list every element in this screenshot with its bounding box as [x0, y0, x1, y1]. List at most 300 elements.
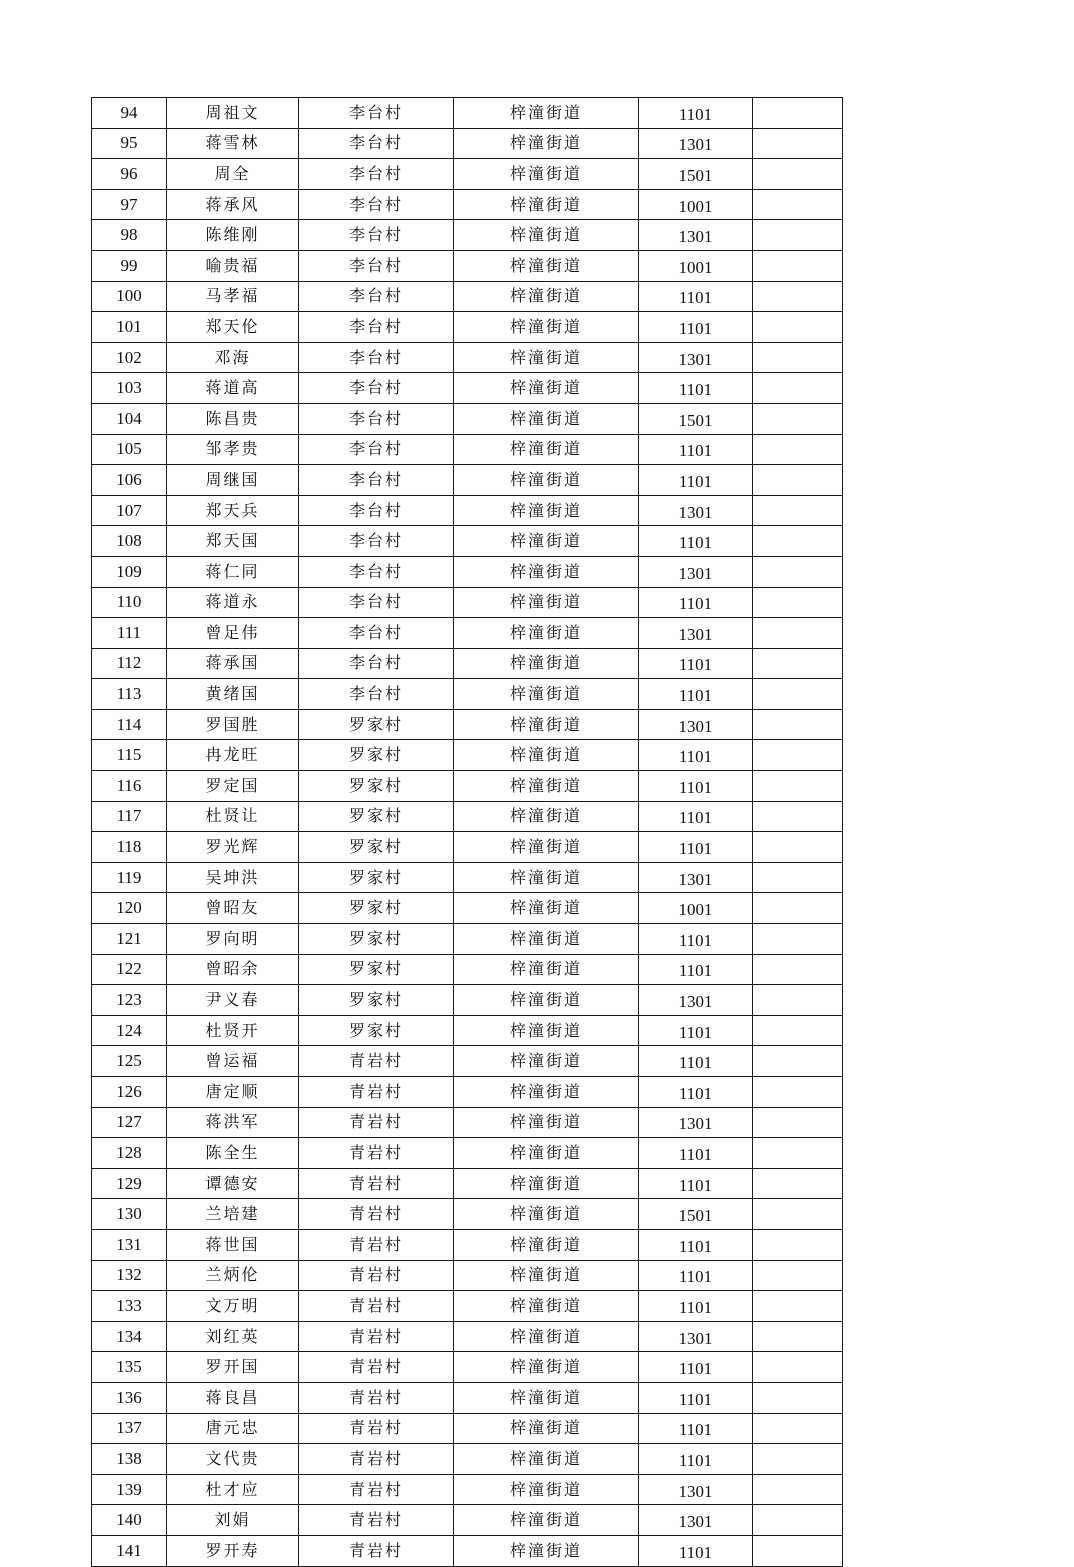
cell-note [753, 832, 843, 863]
table-row [92, 1260, 843, 1291]
cell-street: 梓潼街道 [454, 771, 639, 802]
table-row [92, 679, 843, 710]
cell-name: 陈昌贵 [167, 403, 299, 434]
table-row [92, 1199, 843, 1230]
cell-village: 罗家村 [299, 771, 454, 802]
cell-village: 李台村 [299, 434, 454, 465]
cell-name: 杜才应 [167, 1474, 299, 1505]
cell-name: 冉龙旺 [167, 740, 299, 771]
cell-code: 1301 [639, 495, 753, 526]
cell-note [753, 1199, 843, 1230]
table-row [92, 1474, 843, 1505]
cell-code: 1101 [639, 954, 753, 985]
cell-code: 1301 [639, 128, 753, 159]
cell-village: 李台村 [299, 679, 454, 710]
cell-village: 青岩村 [299, 1321, 454, 1352]
table-row [92, 1015, 843, 1046]
cell-note [753, 893, 843, 924]
cell-street: 梓潼街道 [454, 128, 639, 159]
table-row [92, 1352, 843, 1383]
cell-code: 1101 [639, 1352, 753, 1383]
cell-code: 1501 [639, 403, 753, 434]
cell-code: 1101 [639, 1382, 753, 1413]
table-row [92, 618, 843, 649]
table-row [92, 1046, 843, 1077]
cell-village: 李台村 [299, 189, 454, 220]
cell-code: 1501 [639, 159, 753, 190]
cell-village: 李台村 [299, 465, 454, 496]
cell-note [753, 1352, 843, 1383]
cell-village: 罗家村 [299, 893, 454, 924]
cell-street: 梓潼街道 [454, 648, 639, 679]
cell-code: 1101 [639, 801, 753, 832]
cell-note [753, 1229, 843, 1260]
cell-village: 李台村 [299, 373, 454, 404]
cell-street: 梓潼街道 [454, 1505, 639, 1536]
cell-name: 兰培建 [167, 1199, 299, 1230]
cell-note [753, 403, 843, 434]
cell-code: 1101 [639, 1138, 753, 1169]
cell-serial-number: 136 [92, 1382, 167, 1413]
cell-serial-number: 115 [92, 740, 167, 771]
table-row [92, 220, 843, 251]
cell-code: 1101 [639, 465, 753, 496]
cell-serial-number: 94 [92, 98, 167, 129]
cell-note [753, 1015, 843, 1046]
cell-note [753, 373, 843, 404]
cell-note [753, 1505, 843, 1536]
cell-serial-number: 138 [92, 1444, 167, 1475]
cell-village: 罗家村 [299, 740, 454, 771]
cell-name: 唐元忠 [167, 1413, 299, 1444]
cell-serial-number: 114 [92, 709, 167, 740]
cell-name: 唐定顺 [167, 1077, 299, 1108]
cell-village: 青岩村 [299, 1291, 454, 1322]
cell-code: 1101 [639, 1444, 753, 1475]
cell-name: 蒋仁同 [167, 556, 299, 587]
table-row [92, 740, 843, 771]
cell-code: 1101 [639, 648, 753, 679]
cell-serial-number: 116 [92, 771, 167, 802]
cell-code: 1101 [639, 771, 753, 802]
cell-note [753, 771, 843, 802]
cell-note [753, 1260, 843, 1291]
cell-village: 罗家村 [299, 709, 454, 740]
cell-serial-number: 120 [92, 893, 167, 924]
cell-code: 1101 [639, 1168, 753, 1199]
cell-code: 1301 [639, 985, 753, 1016]
table-row [92, 434, 843, 465]
cell-street: 梓潼街道 [454, 373, 639, 404]
cell-note [753, 189, 843, 220]
cell-name: 罗光辉 [167, 832, 299, 863]
cell-name: 邓海 [167, 342, 299, 373]
cell-code: 1101 [639, 526, 753, 557]
cell-street: 梓潼街道 [454, 312, 639, 343]
cell-street: 梓潼街道 [454, 740, 639, 771]
cell-note [753, 1413, 843, 1444]
table-row [92, 159, 843, 190]
cell-note [753, 526, 843, 557]
cell-village: 青岩村 [299, 1382, 454, 1413]
cell-code: 1101 [639, 679, 753, 710]
cell-village: 青岩村 [299, 1107, 454, 1138]
cell-note [753, 1138, 843, 1169]
cell-village: 李台村 [299, 220, 454, 251]
cell-serial-number: 139 [92, 1474, 167, 1505]
cell-code: 1301 [639, 1107, 753, 1138]
cell-street: 梓潼街道 [454, 832, 639, 863]
cell-note [753, 1474, 843, 1505]
cell-village: 青岩村 [299, 1168, 454, 1199]
cell-street: 梓潼街道 [454, 801, 639, 832]
cell-code: 1301 [639, 220, 753, 251]
cell-village: 李台村 [299, 526, 454, 557]
cell-code: 1101 [639, 1077, 753, 1108]
table-row [92, 985, 843, 1016]
cell-note [753, 312, 843, 343]
cell-name: 蒋洪军 [167, 1107, 299, 1138]
cell-note [753, 342, 843, 373]
cell-note [753, 924, 843, 955]
cell-serial-number: 110 [92, 587, 167, 618]
cell-serial-number: 107 [92, 495, 167, 526]
table-row [92, 1382, 843, 1413]
cell-note [753, 587, 843, 618]
cell-serial-number: 117 [92, 801, 167, 832]
cell-village: 李台村 [299, 403, 454, 434]
table-row [92, 342, 843, 373]
cell-street: 梓潼街道 [454, 1138, 639, 1169]
cell-name: 周祖文 [167, 98, 299, 129]
cell-street: 梓潼街道 [454, 1077, 639, 1108]
table-row [92, 98, 843, 129]
cell-serial-number: 99 [92, 250, 167, 281]
cell-serial-number: 105 [92, 434, 167, 465]
cell-serial-number: 95 [92, 128, 167, 159]
cell-note [753, 1321, 843, 1352]
cell-village: 李台村 [299, 587, 454, 618]
cell-code: 1101 [639, 832, 753, 863]
cell-code: 1301 [639, 1474, 753, 1505]
cell-name: 罗开寿 [167, 1535, 299, 1566]
table-row [92, 832, 843, 863]
cell-serial-number: 104 [92, 403, 167, 434]
table-row [92, 1505, 843, 1536]
cell-serial-number: 129 [92, 1168, 167, 1199]
cell-street: 梓潼街道 [454, 1413, 639, 1444]
cell-village: 李台村 [299, 618, 454, 649]
cell-street: 梓潼街道 [454, 403, 639, 434]
cell-code: 1101 [639, 1413, 753, 1444]
cell-street: 梓潼街道 [454, 250, 639, 281]
cell-street: 梓潼街道 [454, 1046, 639, 1077]
cell-name: 谭德安 [167, 1168, 299, 1199]
cell-village: 罗家村 [299, 862, 454, 893]
cell-street: 梓潼街道 [454, 1291, 639, 1322]
table-row [92, 801, 843, 832]
cell-code: 1101 [639, 281, 753, 312]
cell-serial-number: 97 [92, 189, 167, 220]
cell-note [753, 556, 843, 587]
table-row [92, 1107, 843, 1138]
table-row [92, 1444, 843, 1475]
cell-village: 青岩村 [299, 1046, 454, 1077]
cell-serial-number: 141 [92, 1535, 167, 1566]
cell-note [753, 1382, 843, 1413]
cell-village: 青岩村 [299, 1535, 454, 1566]
cell-name: 曾运福 [167, 1046, 299, 1077]
cell-name: 尹义春 [167, 985, 299, 1016]
cell-note [753, 618, 843, 649]
cell-serial-number: 118 [92, 832, 167, 863]
cell-street: 梓潼街道 [454, 465, 639, 496]
table-row [92, 281, 843, 312]
cell-village: 李台村 [299, 98, 454, 129]
cell-name: 邹孝贵 [167, 434, 299, 465]
cell-note [753, 1077, 843, 1108]
cell-code: 1101 [639, 312, 753, 343]
cell-note [753, 709, 843, 740]
cell-code: 1101 [639, 587, 753, 618]
cell-note [753, 1535, 843, 1566]
cell-name: 杜贤开 [167, 1015, 299, 1046]
cell-serial-number: 112 [92, 648, 167, 679]
table-row [92, 1321, 843, 1352]
cell-note [753, 1046, 843, 1077]
table-row [92, 648, 843, 679]
cell-village: 李台村 [299, 556, 454, 587]
cell-name: 郑天伦 [167, 312, 299, 343]
cell-name: 黄绪国 [167, 679, 299, 710]
cell-serial-number: 137 [92, 1413, 167, 1444]
table-row [92, 954, 843, 985]
cell-street: 梓潼街道 [454, 893, 639, 924]
cell-name: 喻贵福 [167, 250, 299, 281]
cell-serial-number: 113 [92, 679, 167, 710]
cell-serial-number: 128 [92, 1138, 167, 1169]
cell-village: 青岩村 [299, 1199, 454, 1230]
cell-note [753, 648, 843, 679]
cell-village: 青岩村 [299, 1077, 454, 1108]
cell-street: 梓潼街道 [454, 1474, 639, 1505]
cell-name: 周全 [167, 159, 299, 190]
cell-code: 1101 [639, 1535, 753, 1566]
cell-name: 罗向明 [167, 924, 299, 955]
cell-name: 蒋道高 [167, 373, 299, 404]
cell-street: 梓潼街道 [454, 1535, 639, 1566]
cell-serial-number: 100 [92, 281, 167, 312]
table-row [92, 189, 843, 220]
cell-name: 蒋良昌 [167, 1382, 299, 1413]
cell-village: 青岩村 [299, 1505, 454, 1536]
cell-name: 周继国 [167, 465, 299, 496]
cell-serial-number: 111 [92, 618, 167, 649]
table-row [92, 526, 843, 557]
cell-street: 梓潼街道 [454, 587, 639, 618]
cell-street: 梓潼街道 [454, 342, 639, 373]
table-row [92, 893, 843, 924]
cell-village: 李台村 [299, 342, 454, 373]
cell-note [753, 128, 843, 159]
cell-street: 梓潼街道 [454, 618, 639, 649]
cell-village: 罗家村 [299, 801, 454, 832]
cell-serial-number: 127 [92, 1107, 167, 1138]
cell-name: 蒋雪林 [167, 128, 299, 159]
cell-note [753, 495, 843, 526]
cell-village: 罗家村 [299, 954, 454, 985]
cell-note [753, 281, 843, 312]
cell-code: 1301 [639, 342, 753, 373]
table-row [92, 1291, 843, 1322]
cell-name: 蒋世国 [167, 1229, 299, 1260]
cell-village: 青岩村 [299, 1444, 454, 1475]
cell-name: 刘娟 [167, 1505, 299, 1536]
table-row [92, 587, 843, 618]
cell-note [753, 220, 843, 251]
cell-village: 罗家村 [299, 924, 454, 955]
cell-note [753, 740, 843, 771]
cell-serial-number: 135 [92, 1352, 167, 1383]
cell-serial-number: 122 [92, 954, 167, 985]
table-row [92, 1535, 843, 1566]
cell-name: 蒋道永 [167, 587, 299, 618]
cell-serial-number: 130 [92, 1199, 167, 1230]
cell-code: 1101 [639, 1046, 753, 1077]
cell-serial-number: 98 [92, 220, 167, 251]
table-row [92, 403, 843, 434]
cell-street: 梓潼街道 [454, 924, 639, 955]
cell-note [753, 862, 843, 893]
cell-name: 罗定国 [167, 771, 299, 802]
cell-village: 青岩村 [299, 1260, 454, 1291]
cell-street: 梓潼街道 [454, 679, 639, 710]
cell-code: 1301 [639, 709, 753, 740]
cell-serial-number: 106 [92, 465, 167, 496]
cell-note [753, 250, 843, 281]
cell-serial-number: 103 [92, 373, 167, 404]
table-row [92, 495, 843, 526]
cell-street: 梓潼街道 [454, 1168, 639, 1199]
table-row [92, 250, 843, 281]
cell-serial-number: 101 [92, 312, 167, 343]
cell-street: 梓潼街道 [454, 1260, 639, 1291]
table-row [92, 556, 843, 587]
cell-note [753, 1291, 843, 1322]
cell-serial-number: 133 [92, 1291, 167, 1322]
cell-street: 梓潼街道 [454, 985, 639, 1016]
cell-street: 梓潼街道 [454, 1199, 639, 1230]
cell-note [753, 465, 843, 496]
cell-street: 梓潼街道 [454, 1382, 639, 1413]
cell-name: 刘红英 [167, 1321, 299, 1352]
cell-serial-number: 102 [92, 342, 167, 373]
table-row [92, 1229, 843, 1260]
cell-note [753, 98, 843, 129]
cell-code: 1501 [639, 1199, 753, 1230]
cell-serial-number: 140 [92, 1505, 167, 1536]
cell-name: 文代贵 [167, 1444, 299, 1475]
cell-street: 梓潼街道 [454, 434, 639, 465]
cell-name: 文万明 [167, 1291, 299, 1322]
cell-street: 梓潼街道 [454, 281, 639, 312]
table-row [92, 1077, 843, 1108]
cell-street: 梓潼街道 [454, 98, 639, 129]
table-row [92, 771, 843, 802]
cell-street: 梓潼街道 [454, 495, 639, 526]
cell-street: 梓潼街道 [454, 709, 639, 740]
cell-village: 青岩村 [299, 1474, 454, 1505]
cell-serial-number: 108 [92, 526, 167, 557]
cell-code: 1101 [639, 1015, 753, 1046]
cell-code: 1001 [639, 250, 753, 281]
cell-serial-number: 124 [92, 1015, 167, 1046]
cell-street: 梓潼街道 [454, 1444, 639, 1475]
cell-code: 1101 [639, 924, 753, 955]
cell-village: 李台村 [299, 312, 454, 343]
cell-note [753, 985, 843, 1016]
cell-village: 罗家村 [299, 832, 454, 863]
cell-code: 1001 [639, 189, 753, 220]
cell-name: 蒋承国 [167, 648, 299, 679]
cell-note [753, 679, 843, 710]
cell-name: 陈维刚 [167, 220, 299, 251]
cell-village: 李台村 [299, 159, 454, 190]
table-row [92, 924, 843, 955]
cell-village: 罗家村 [299, 1015, 454, 1046]
cell-name: 郑天兵 [167, 495, 299, 526]
cell-street: 梓潼街道 [454, 189, 639, 220]
cell-serial-number: 125 [92, 1046, 167, 1077]
cell-village: 李台村 [299, 495, 454, 526]
cell-street: 梓潼街道 [454, 1229, 639, 1260]
cell-code: 1301 [639, 862, 753, 893]
cell-serial-number: 121 [92, 924, 167, 955]
cell-street: 梓潼街道 [454, 1107, 639, 1138]
cell-code: 1301 [639, 618, 753, 649]
cell-street: 梓潼街道 [454, 159, 639, 190]
cell-name: 罗开国 [167, 1352, 299, 1383]
cell-street: 梓潼街道 [454, 1321, 639, 1352]
records-table-body [92, 98, 843, 1567]
cell-serial-number: 126 [92, 1077, 167, 1108]
table-row [92, 465, 843, 496]
cell-street: 梓潼街道 [454, 862, 639, 893]
cell-serial-number: 132 [92, 1260, 167, 1291]
cell-code: 1301 [639, 1321, 753, 1352]
records-table [91, 97, 843, 1567]
cell-note [753, 1107, 843, 1138]
cell-village: 青岩村 [299, 1229, 454, 1260]
table-row [92, 128, 843, 159]
cell-name: 蒋承风 [167, 189, 299, 220]
cell-name: 曾昭友 [167, 893, 299, 924]
cell-code: 1101 [639, 1229, 753, 1260]
records-sheet [91, 97, 843, 1567]
cell-street: 梓潼街道 [454, 954, 639, 985]
cell-village: 青岩村 [299, 1352, 454, 1383]
table-row [92, 862, 843, 893]
cell-street: 梓潼街道 [454, 526, 639, 557]
cell-code: 1101 [639, 434, 753, 465]
cell-name: 曾足伟 [167, 618, 299, 649]
table-row [92, 1413, 843, 1444]
table-row [92, 1138, 843, 1169]
cell-street: 梓潼街道 [454, 220, 639, 251]
cell-code: 1301 [639, 556, 753, 587]
cell-code: 1101 [639, 98, 753, 129]
cell-name: 马孝福 [167, 281, 299, 312]
